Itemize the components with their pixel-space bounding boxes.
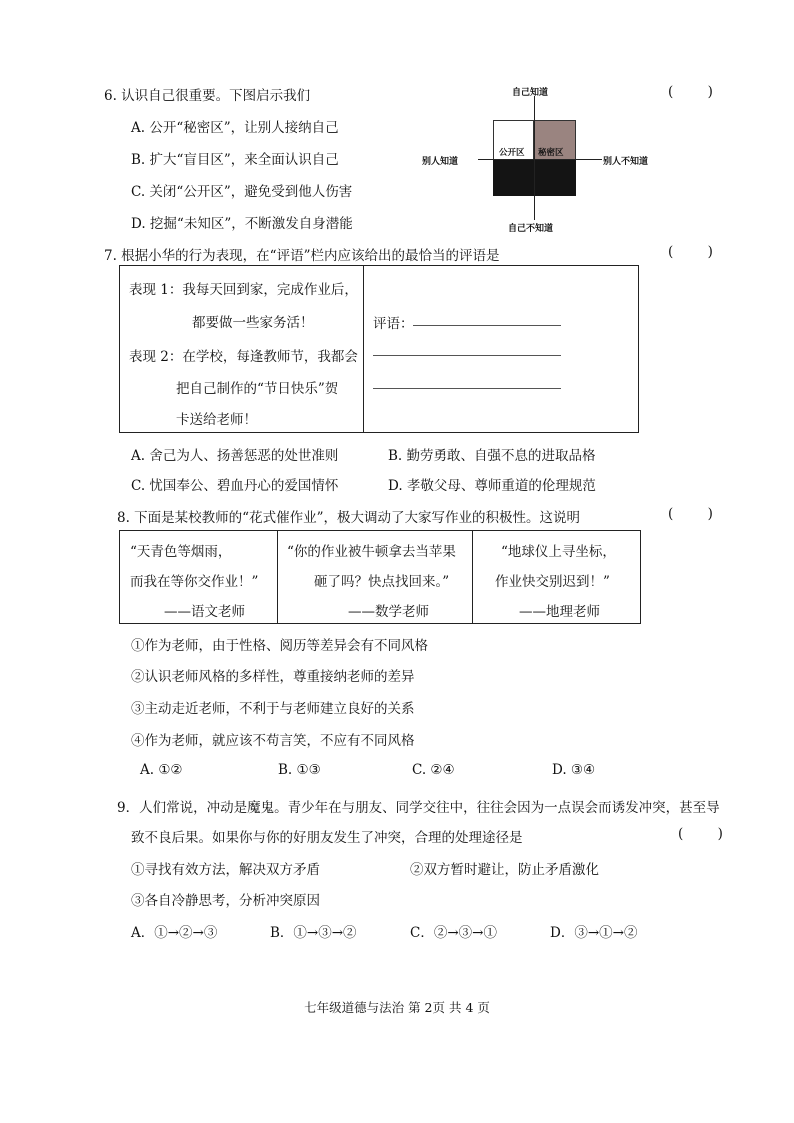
q7-option-d: D. 孝敬父母、尊师重道的伦理规范 — [388, 478, 596, 494]
q7-behavior-2-line1: 表现 2：在学校，每逢教师节，我都会 — [129, 349, 358, 365]
label-others-not-know: 别人不知道 — [603, 157, 649, 167]
label-secret-zone: 秘密区 — [538, 148, 564, 158]
q9-option-d: D．③→①→② — [550, 925, 638, 941]
q9-stem-line2: 致不良后果。如果你与你的好朋友发生了冲突，合理的处理途径是 — [131, 830, 523, 846]
q8-statement-1: ①作为老师，由于性格、阅历等差异会有不同风格 — [131, 638, 428, 654]
q6-option-d: D. 挖掘“未知区”，不断激发自身潜能 — [131, 216, 353, 232]
q8-cell-3-line1: “地球仪上寻坐标， — [501, 544, 616, 560]
q6-option-a: A. 公开“秘密区”，让别人接纳自己 — [131, 120, 339, 136]
q7-table — [119, 265, 639, 433]
q7-option-a: A. 舍己为人、扬善惩恶的处世准则 — [131, 448, 339, 464]
q8-cell-1-sign: ——语文老师 — [164, 604, 245, 620]
q8-table — [119, 530, 641, 624]
quadrant-blind — [493, 160, 534, 196]
label-self-not-know: 自己不知道 — [508, 224, 554, 234]
label-open-zone: 公开区 — [499, 148, 525, 158]
q7-comment-label: 评语： — [373, 316, 414, 332]
q8-col-divider-1 — [277, 531, 278, 623]
q6-option-b: B. 扩大“盲目区”，来全面认识自己 — [131, 152, 339, 168]
q7-option-c: C. 忧国奉公、碧血丹心的爱国情怀 — [131, 478, 339, 494]
q7-answer-paren: ( ) — [668, 244, 713, 260]
q7-behavior-1-line2: 都要做一些家务活！ — [192, 315, 314, 331]
q7-behavior-1-line1: 表现 1：我每天回到家，完成作业后， — [129, 282, 358, 298]
label-self-know: 自己知道 — [512, 88, 549, 98]
horizontal-axis — [478, 159, 602, 160]
q9-option-b: B．①→③→② — [270, 925, 357, 941]
q7-comment-line-3 — [373, 388, 561, 389]
q8-cell-1-line2: 而我在等你交作业！” — [130, 574, 259, 590]
q9-statement-2: ②双方暂时避让，防止矛盾激化 — [410, 862, 599, 878]
q8-statement-3: ③主动走近老师，不利于与老师建立良好的关系 — [131, 701, 415, 717]
quadrant-unknown — [534, 160, 576, 196]
q8-option-d: D. ③④ — [552, 762, 596, 778]
q8-option-b: B. ①③ — [278, 762, 321, 778]
q8-col-divider-2 — [472, 531, 473, 623]
page-footer: 七年级道德与法治 第 2页 共 4 页 — [304, 1000, 490, 1015]
q9-option-c: C．②→③→① — [410, 925, 497, 941]
q8-option-c: C. ②④ — [412, 762, 455, 778]
q8-cell-1-line1: “天青色等烟雨， — [130, 544, 232, 560]
johari-window-diagram — [420, 84, 649, 234]
q8-statement-2: ②认识老师风格的多样性，尊重接纳老师的差异 — [131, 669, 415, 685]
q7-comment-line-2 — [373, 355, 561, 356]
q9-statement-1: ①寻找有效方法，解决双方矛盾 — [131, 862, 320, 878]
q8-cell-2-sign: ——数学老师 — [348, 604, 429, 620]
q9-stem-line1: 9．人们常说，冲动是魔鬼。青少年在与朋友、同学交往中，往往会因为一点误会而诱发冲突，甚至导 — [117, 800, 720, 816]
q8-cell-2-line1: “你的作业被牛顿拿去当苹果 — [287, 544, 456, 560]
q6-stem: 6. 认识自己很重要。下图启示我们 — [104, 88, 311, 104]
vertical-axis — [534, 96, 535, 220]
q7-behavior-2-line2: 把自己制作的“节日快乐”贺 — [176, 381, 339, 397]
q6-answer-paren: ( ) — [668, 84, 713, 100]
q8-cell-3-sign: ——地理老师 — [519, 604, 600, 620]
q7-behavior-2-line3: 卡送给老师！ — [176, 412, 257, 428]
q8-statement-4: ④作为老师，就应该不苟言笑，不应有不同风格 — [131, 733, 415, 749]
q9-statement-3: ③各自冷静思考，分析冲突原因 — [131, 893, 320, 909]
q8-option-a: A. ①② — [140, 762, 183, 778]
q6-option-c: C. 关闭“公开区”，避免受到他人伤害 — [131, 184, 353, 200]
q7-option-b: B. 勤劳勇敢、自强不息的进取品格 — [388, 448, 596, 464]
q7-table-divider — [363, 266, 364, 432]
q9-answer-paren: ( ) — [678, 826, 723, 842]
q8-answer-paren: ( ) — [668, 506, 713, 522]
q8-stem: 8. 下面是某校教师的“花式催作业”，极大调动了大家写作业的积极性。这说明 — [117, 510, 580, 526]
q8-cell-3-line2: 作业快交别迟到！” — [495, 574, 610, 590]
label-others-know: 别人知道 — [422, 157, 459, 167]
q7-comment-line-1 — [413, 325, 561, 326]
q7-stem: 7. 根据小华的行为表现，在“评语”栏内应该给出的最恰当的评语是 — [104, 248, 500, 264]
q8-cell-2-line2: 砸了吗？快点找回来。” — [314, 574, 450, 590]
q9-option-a: A．①→②→③ — [131, 925, 218, 941]
